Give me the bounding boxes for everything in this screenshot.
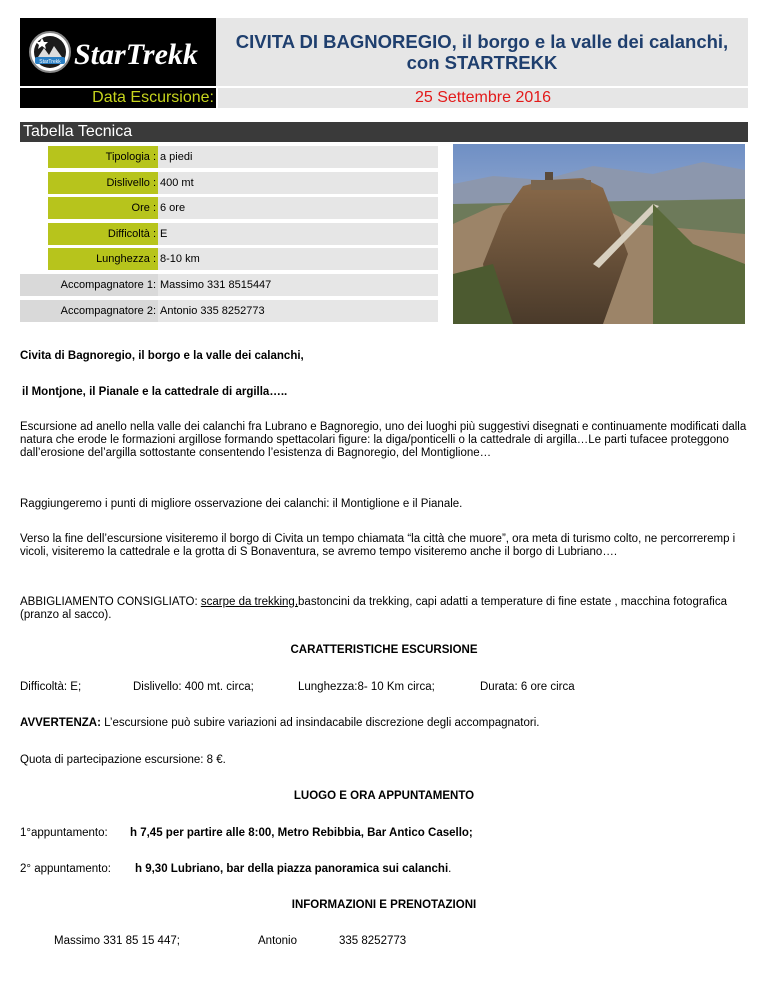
meeting-2-label: 2° appuntamento: bbox=[20, 863, 111, 875]
char-elevation: Dislivello: 400 mt. circa; bbox=[133, 681, 254, 693]
tech-row bbox=[20, 274, 438, 296]
meeting-1-label: 1°appuntamento: bbox=[20, 827, 108, 839]
contact-2-phone: 335 8252773 bbox=[339, 935, 407, 947]
tech-row bbox=[20, 146, 438, 168]
title-line-1: CIVITA DI BAGNOREGIO, il borgo e la valle dei calanchi, bbox=[235, 31, 729, 52]
gear-underlined: scarpe da trekking, bbox=[200, 596, 299, 608]
points-paragraph: Raggiungeremo i punti di migliore osservazione dei calanchi: il Montiglione e il Pianale. bbox=[20, 498, 463, 510]
info-title: INFORMAZIONI E PRENOTAZIONI bbox=[291, 899, 477, 911]
contact-1: Massimo 331 85 15 447; bbox=[54, 935, 180, 947]
tech-row-value: 6 ore bbox=[158, 197, 438, 219]
gear-paragraph bbox=[20, 596, 748, 622]
meeting-2-text: h 9,30 Lubriano, bar della piazza panoramica sui calanchi bbox=[135, 863, 449, 875]
startrekk-logo bbox=[20, 18, 216, 86]
tech-row-label: Accompagnatore 1: bbox=[20, 274, 158, 296]
char-difficulty: Difficoltà: E; bbox=[20, 681, 82, 693]
tech-row-value: 8-10 km bbox=[158, 248, 438, 270]
tech-row bbox=[20, 172, 438, 194]
meeting-2 bbox=[135, 863, 451, 875]
tech-row-value: Massimo 331 8515447 bbox=[158, 274, 438, 296]
tech-row bbox=[20, 300, 438, 322]
warning-label: AVVERTENZA: bbox=[20, 717, 101, 729]
landscape-photo bbox=[453, 144, 745, 324]
tech-row-label: Tipologia : bbox=[48, 146, 158, 168]
fee-paragraph: Quota di partecipazione escursione: 8 €. bbox=[20, 754, 226, 766]
tech-row bbox=[20, 197, 438, 219]
meeting-1-text: h 7,45 per partire alle 8:00, Metro Rebibbia, Bar Antico Casello; bbox=[130, 827, 473, 839]
tech-row-label: Ore : bbox=[48, 197, 158, 219]
logo-badge-text: StarTrekk bbox=[39, 59, 61, 65]
description-paragraph: Escursione ad anello nella valle dei calanchi fra Lubrano e Bagnoregio, uno dei luoghi più suggestivi disegnati e continuamente modificati dalla natura che erode le formazioni argillose formando spettacolari figure: la diga/ponticelli o la cattedrale di argilla…Le parti tufacee proteggono dall’erosione del’argilla sottostante consentendo l’esistenza di Bagnoregio, del Montiglione… bbox=[20, 421, 747, 459]
characteristics-title: CARATTERISTICHE ESCURSIONE bbox=[290, 644, 478, 656]
meeting-title: LUOGO E ORA APPUNTAMENTO bbox=[293, 790, 475, 802]
char-duration: Durata: 6 ore circa bbox=[480, 681, 575, 693]
char-length: Lunghezza:8- 10 Km circa; bbox=[298, 681, 435, 693]
title-line-2: con STARTREKK bbox=[406, 52, 558, 73]
contact-2-name: Antonio bbox=[258, 935, 298, 947]
tech-row-value: 400 mt bbox=[158, 172, 438, 194]
date-label: Data Escursione: bbox=[20, 88, 216, 108]
heading-1: Civita di Bagnoregio, il borgo e la valle dei calanchi, bbox=[20, 350, 304, 362]
tech-row-value: Antonio 335 8252773 bbox=[158, 300, 438, 322]
tech-row-label: Lunghezza : bbox=[48, 248, 158, 270]
heading-2: il Montjone, il Pianale e la cattedrale di argilla….. bbox=[22, 386, 288, 398]
tech-row-value: E bbox=[158, 223, 438, 245]
tech-row bbox=[20, 248, 438, 270]
tech-row-label: Accompagnatore 2: bbox=[20, 300, 158, 322]
page-title bbox=[216, 18, 748, 86]
date-value: 25 Settembre 2016 bbox=[218, 88, 748, 108]
tech-row-label: Difficoltà : bbox=[48, 223, 158, 245]
logo-text: StarTrekk bbox=[74, 38, 198, 71]
gear-rest: bastoncini da trekking, capi adatti a temperature di fine estate , macchina fotografica (pranzo al sacco). bbox=[20, 596, 727, 621]
tech-row bbox=[20, 223, 438, 245]
warning-paragraph bbox=[20, 717, 748, 730]
meeting-2-end: . bbox=[448, 863, 452, 875]
warning-text: L’escursione può subire variazioni ad insindacabile discrezione degli accompagnatori. bbox=[100, 717, 540, 729]
tech-row-label: Dislivello : bbox=[48, 172, 158, 194]
gear-prefix: ABBIGLIAMENTO CONSIGLIATO: bbox=[20, 596, 201, 608]
end-paragraph: Verso la fine dell’escursione visiteremo il borgo di Civita un tempo chiamata “la città che muore”, ora meta di turismo colto, ne percorreremp i vicoli, visiteremo la cattedrale e la grotta di S Bonaventura, se avremo tempo visiteremo anche il borgo di Lubriano…. bbox=[20, 533, 736, 558]
tech-table-header: Tabella Tecnica bbox=[20, 122, 748, 142]
tech-row-value: a piedi bbox=[158, 146, 438, 168]
